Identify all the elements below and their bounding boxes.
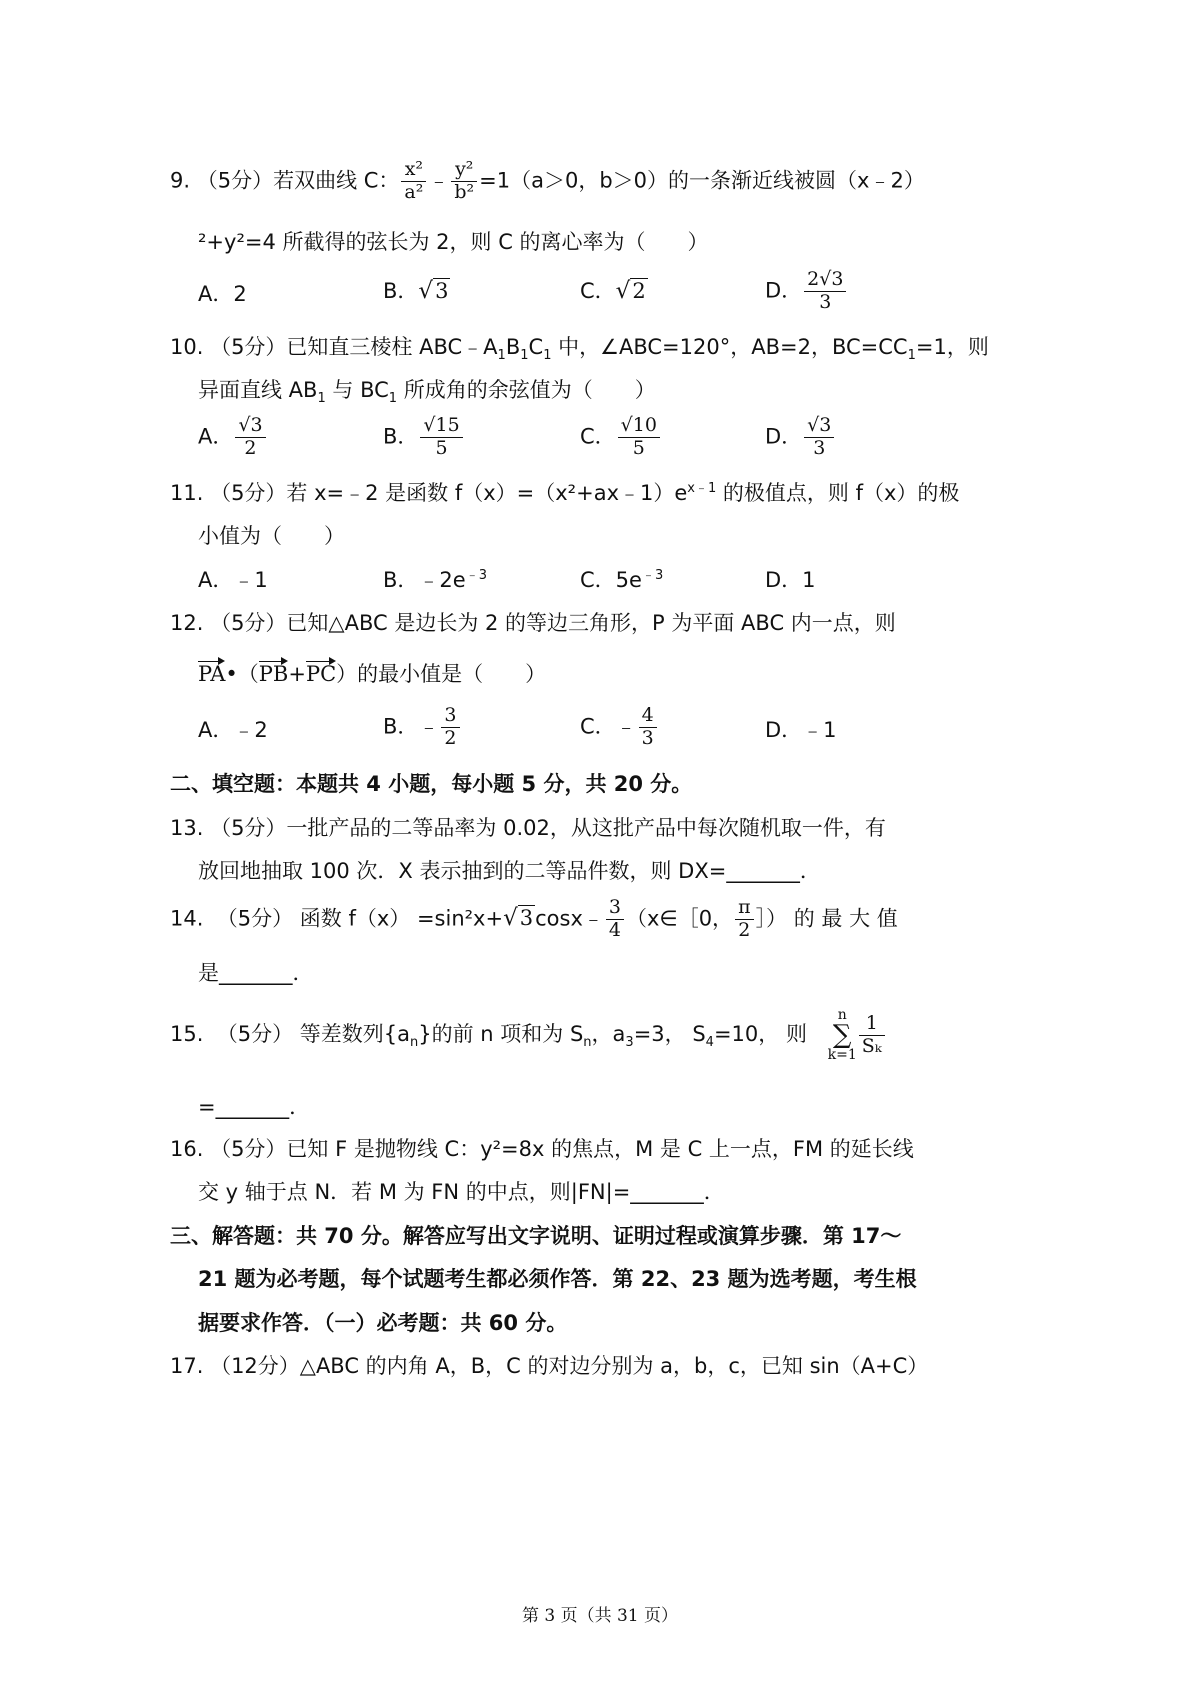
q10-option-c <box>580 416 662 459</box>
q14-frac-num: 3 <box>606 898 624 920</box>
q12-plus: + <box>288 662 306 686</box>
q11-option-b <box>383 570 487 591</box>
q9-frac-x <box>401 160 426 203</box>
q9-option-c-label: C． <box>580 279 616 303</box>
q11-option-c-exponent: ﹣3 <box>641 568 664 583</box>
q10-option-d-label: D． <box>765 424 803 449</box>
q10-option-a <box>198 416 268 459</box>
q10-option-c-den: 5 <box>632 436 645 459</box>
q15-frac-den: Sₖ <box>861 1034 882 1057</box>
q9-option-d-num: 2√3 <box>804 270 846 292</box>
q14-radical: √3 <box>503 905 534 932</box>
q11-line2: 小值为（ ） <box>198 524 345 548</box>
q9-option-b <box>383 280 450 303</box>
sum-upper: n <box>837 1007 847 1023</box>
q12-option-a: A．﹣2 <box>198 718 268 742</box>
q9-frac-y <box>451 160 477 203</box>
q9-option-d-den: 3 <box>819 290 832 313</box>
q10-line2-a: 异面直线 AB <box>198 378 318 402</box>
q10-option-a-frac: $\frac{√3}{2}$ <box>235 416 265 459</box>
q9-frac-y-num: y² <box>451 160 477 182</box>
vector-pc: PC <box>305 662 337 686</box>
q10-option-d-num: 3 <box>819 414 832 436</box>
vector-pb: PB <box>258 662 289 686</box>
q10-option-c-num: 10 <box>632 414 657 436</box>
q10-option-b-den: 5 <box>435 436 448 459</box>
q10-option-d <box>765 416 836 459</box>
q10-option-c-frac: $\frac{√10}{5}$ <box>618 416 660 459</box>
q11-exponent: x﹣1 <box>687 481 717 496</box>
q10-line2-c: 所成角的余弦值为（ ） <box>397 378 656 402</box>
q10-text-e: =1，则 <box>915 335 989 359</box>
q15-sub-n2: n <box>583 1035 592 1051</box>
q10-option-a-num: 3 <box>250 414 263 436</box>
q14-line2: 是_______． <box>198 961 314 985</box>
q10-sub-4: 1 <box>907 348 916 364</box>
q10-text-a: 10. （5分）已知直三棱柱 ABC﹣A <box>170 335 498 359</box>
q14-frac <box>606 898 624 941</box>
q15-text-e: =10， 则 <box>713 1022 807 1046</box>
q10-line2 <box>198 378 656 407</box>
q17-line1: 17. （12分）△ABC 的内角 A，B，C 的对边分别为 a，b，c，已知 sin（A+C） <box>170 1354 929 1378</box>
q9-option-b-radical: √3 <box>418 278 449 304</box>
q14-text-b: cosx﹣ <box>535 906 604 931</box>
q12-line2 <box>198 664 546 685</box>
q10-text-c: C <box>528 335 544 359</box>
q10-sub-1: 1 <box>497 348 506 364</box>
q10-option-d-den: 3 <box>813 436 826 459</box>
q12-option-b <box>383 706 462 749</box>
q14-text-c: （x∈［0， <box>625 906 734 931</box>
q9-option-b-radicand: 3 <box>435 279 449 303</box>
q11-option-b-exponent: ﹣3 <box>465 568 487 583</box>
q14-pi-den: 2 <box>738 918 751 941</box>
q15-sub-4: 4 <box>705 1035 714 1051</box>
q11-option-c <box>580 570 663 591</box>
q9-frac-x-num: x² <box>401 160 426 182</box>
q9-option-c-radicand: 2 <box>632 279 646 303</box>
sum-sigma: ∑ <box>832 1020 852 1050</box>
q9-line2: ²+y²=4 所截得的弦长为 2，则 C 的离心率为（ ） <box>198 230 709 254</box>
q12-option-c-den: 3 <box>641 726 654 749</box>
summation-symbol <box>828 1008 857 1062</box>
q12-line1: 12. （5分）已知△ABC 是边长为 2 的等边三角形，P 为平面 ABC 内一点，则 <box>170 611 896 635</box>
q10-option-a-label: A． <box>198 424 234 449</box>
q16-line1: 16. （5分）已知 F 是抛物线 C：y²=8x 的焦点，M 是 C 上一点，FM 的延长线 <box>170 1137 914 1161</box>
q15-text-b: }的前 n 项和为 S <box>418 1022 584 1046</box>
q12-option-c-label: C．﹣ <box>580 714 637 739</box>
q11-text-b: 的极值点，则 f（x）的极 <box>716 481 960 505</box>
q10-option-b-num: 15 <box>435 414 460 436</box>
q15-line2: =_______． <box>198 1095 311 1119</box>
q10-sub-6: 1 <box>388 391 398 407</box>
q14-radicand: 3 <box>519 906 534 931</box>
q11-line1 <box>170 483 959 504</box>
q9-text-a: 9. （5分）若双曲线 C： <box>170 168 400 193</box>
q10-option-b-label: B． <box>383 424 419 449</box>
q9-minus: ﹣ <box>428 168 450 193</box>
q12-option-d: D．﹣1 <box>765 718 837 742</box>
q9-option-b-label: B． <box>383 279 419 303</box>
q9-frac-y-den: b² <box>454 180 475 203</box>
q12-option-b-den: 2 <box>444 726 457 749</box>
q13-line2: 放回地抽取 100 次．X 表示抽到的二等品件数，则 DX=_______． <box>198 859 821 883</box>
q9-option-c <box>580 280 648 303</box>
q13-line1: 13. （5分）一批产品的二等品率为 0.02，从这批产品中每次随机取一件，有 <box>170 816 886 840</box>
q10-option-d-frac: $\frac{√3}{3}$ <box>804 416 834 459</box>
section-3-line3: 据要求作答．（一）必考题：共 60 分。 <box>198 1311 568 1335</box>
q12-option-b-num: 3 <box>441 706 459 728</box>
q14-line1 <box>170 898 898 941</box>
q14-text-d: ］） 的 最 大 值 <box>755 906 898 931</box>
q11-option-a: A．﹣1 <box>198 568 268 592</box>
q10-sub-5: 1 <box>317 391 326 407</box>
page-footer: 第 3 页（共 31 页） <box>521 1606 679 1626</box>
q11-option-c-label: C．5e <box>580 568 642 592</box>
q15-frac-num: 1 <box>859 1014 885 1036</box>
q10-text-d: 中，∠ABC=120°，AB=2，BC=CC <box>551 335 908 359</box>
q9-option-d-frac <box>804 270 846 313</box>
q10-text-b: B <box>505 335 521 359</box>
q14-text-a: 14. （5分） 函数 f（x） =sin²x+ <box>170 906 504 931</box>
q12-dot: •（ <box>225 662 259 686</box>
q9-option-a: A．2 <box>198 282 247 306</box>
q12-option-c <box>580 706 659 749</box>
q9-line1 <box>170 160 925 203</box>
q15-line1 <box>170 1008 887 1062</box>
q12-option-b-label: B．﹣ <box>383 714 440 739</box>
q10-option-c-label: C． <box>580 424 616 449</box>
q9-frac-x-den: a² <box>404 180 424 203</box>
q14-pi-frac <box>735 898 754 941</box>
q12-option-b-frac <box>441 706 459 749</box>
q12-option-c-frac <box>639 706 657 749</box>
section-3-line2: 21 题为必考题，每个试题考生都必须作答．第 22、23 题为选考题，考生根 <box>198 1267 917 1291</box>
section-2-heading: 二、填空题：本题共 4 小题，每小题 5 分，共 20 分。 <box>170 772 693 796</box>
q10-option-b <box>383 416 465 459</box>
q15-text-a: 15. （5分） 等差数列{a <box>170 1022 411 1046</box>
q10-sub-3: 1 <box>543 348 552 364</box>
q15-text-d: =3， S <box>633 1022 706 1046</box>
q14-pi-num: π <box>735 898 754 920</box>
q10-sub-2: 1 <box>520 348 529 364</box>
q10-option-b-frac: $\frac{√15}{5}$ <box>420 416 462 459</box>
q11-option-b-label: B．﹣2e <box>383 568 466 592</box>
q11-option-d: D．1 <box>765 568 816 592</box>
vector-pa: PA <box>198 662 226 686</box>
q9-option-d <box>765 270 848 313</box>
q15-sub-3: 3 <box>625 1035 634 1051</box>
q12-end: ）的最小值是（ ） <box>336 662 547 686</box>
q9-option-d-label: D． <box>765 278 803 303</box>
q9-text-b: =1（a＞0，b＞0）的一条渐近线被圆（x﹣2） <box>479 168 925 193</box>
q10-line1 <box>170 335 989 364</box>
sum-lower: k=1 <box>827 1047 857 1063</box>
q11-text-a: 11. （5分）若 x=﹣2 是函数 f（x）=（x²+ax﹣1）e <box>170 481 688 505</box>
q9-option-c-radical: √2 <box>615 278 646 304</box>
q10-option-a-den: 2 <box>244 436 257 459</box>
q10-line2-b: 与 BC <box>325 378 389 402</box>
q15-frac <box>859 1011 885 1057</box>
q12-option-c-num: 4 <box>639 706 657 728</box>
q15-text-c: ，a <box>591 1022 626 1046</box>
q16-line2: 交 y 轴于点 N．若 M 为 FN 的中点，则|FN|=_______． <box>198 1180 725 1204</box>
q15-sub-n1: n <box>410 1035 419 1051</box>
q14-frac-den: 4 <box>608 918 621 941</box>
section-3-line1: 三、解答题：共 70 分。解答应写出文字说明、证明过程或演算步骤．第 17～ <box>170 1224 902 1248</box>
